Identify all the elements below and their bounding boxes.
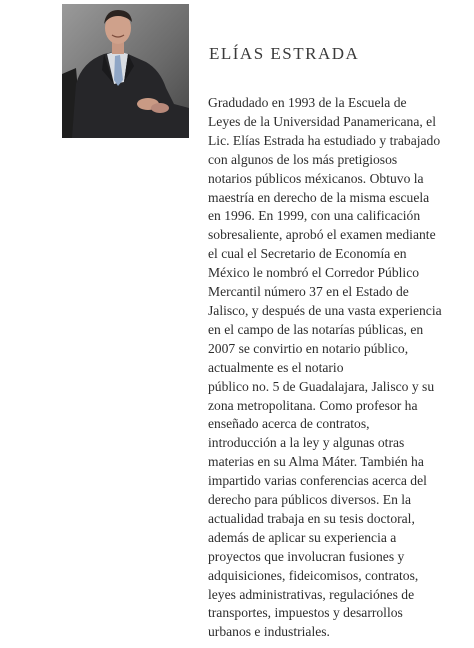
bio-line: además de aplicar su experiencia a xyxy=(208,529,397,545)
bio-line: público no. 5 de Guadalajara, Jalisco y su xyxy=(208,378,435,394)
bio-line: adquisiciones, fideicomisos, contratos, xyxy=(208,567,419,583)
bio-line: urbanos e industriales. xyxy=(208,624,330,640)
bio-line: introducción a la ley y algunas otras xyxy=(208,435,405,451)
biography-text xyxy=(208,94,454,642)
bio-line: maestría en derecho de la misma escuela xyxy=(208,189,430,205)
bio-line: zona metropolitana. Como profesor ha xyxy=(208,397,418,413)
bio-line: leyes administrativas, regulaciónes de xyxy=(208,586,415,602)
bio-line: en 1996. En 1999, con una calificación xyxy=(208,208,421,224)
bio-line: actualmente es el notario xyxy=(208,359,344,375)
bio-line: actualidad trabaja en su tesis doctoral, xyxy=(208,510,415,526)
bio-line: Mercantil número 37 en el Estado de xyxy=(208,284,409,300)
bio-line: materias en su Alma Máter. También ha xyxy=(208,454,424,470)
bio-line: impartido varias conferencias acerca del xyxy=(208,473,427,489)
bio-line: transportes, impuestos y desarrollos xyxy=(208,605,403,621)
bio-line: derecho para públicos diversos. En la xyxy=(208,492,412,508)
bio-line: proyectos que involucran fusiones y xyxy=(208,548,405,564)
bio-line: Leyes de la Universidad Panamericana, el xyxy=(208,113,436,129)
bio-line: Jalisco, y después de una vasta experiencia xyxy=(208,302,442,318)
bio-line: Gradudado en 1993 de la Escuela de xyxy=(208,95,407,110)
bio-line: sobresaliente, aprobó el examen mediante xyxy=(208,227,436,243)
bio-line: Lic. Elías Estrada ha estudiado y trabajado xyxy=(208,132,441,148)
bio-line: con algunos de los más pretigiosos xyxy=(208,151,398,167)
person-name: ELÍAS ESTRADA xyxy=(209,44,360,63)
bio-line: enseñado acerca de contratos, xyxy=(208,416,370,432)
bio-line: México le nombró el Corredor Público xyxy=(208,265,420,281)
bio-line: 2007 se convirtio en notario público, xyxy=(208,340,409,356)
profile-photo xyxy=(62,4,189,138)
bio-line: el cual el Secretario de Economía en xyxy=(208,246,407,262)
bio-line: notarios públicos méxicanos. Obtuvo la xyxy=(208,170,424,186)
bio-line: en el campo de las notarías públicas, en xyxy=(208,321,424,337)
